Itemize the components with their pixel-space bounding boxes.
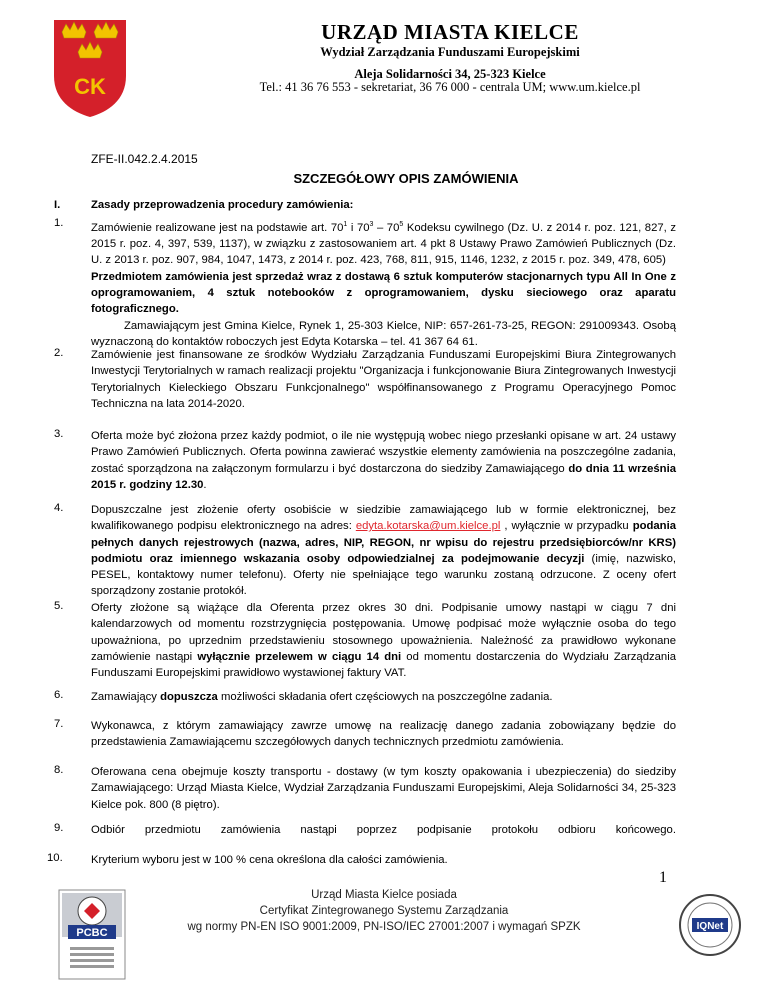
footer-line-3: wg normy PN-EN ISO 9001:2009, PN-ISO/IEC 27001:2007 i wymagań SPZK — [187, 921, 581, 933]
section-number: I. — [54, 199, 61, 211]
item-number: 8. — [54, 764, 64, 776]
footer-line-2: Certyfikat Zintegrowanego Systemu Zarządzania — [259, 905, 509, 917]
item-number: 4. — [54, 502, 64, 514]
item-10-text: Kryterium wyboru jest w 100 % cena określona dla całości zamówienia. — [91, 854, 448, 866]
item-2-text: Zamówienie jest finansowane ze środków Wydziału Zarządzania Funduszami Europejskimi Biura Zintegrowanych Inwestycji Terytorialnych w ramach realizacji projektu "Organizacja i funkcjonowanie Biura Zintegrowanych Inwestycji Terytorialnych Kieleckiego Obszaru Funkcjonalnego" współfinansowanego z Programu Operacyjnego Pomoc Techniczna na lata 2014-2020. — [91, 349, 676, 410]
city-crest-logo — [52, 18, 128, 118]
item-4-text: Dopuszczalne jest złożenie oferty osobiście w siedzibie zamawiającego lub w formie elektronicznej, bez kwalifikowanego podpisu elektronicznego na adres: edyta.kotarska@um.kielce.pl , wyłącznie w przypadku podania pełnych danych rejestrowych (nazwa, adres, NIP, REGON, nr wpisu do rejestru przedsiębiorców/nr KRS) podmiotu oraz imiennego wskazania osoby odpowiedzialnej za podejmowanie decyzji (imię, nazwisko, PESEL, kontaktowy numer telefonu). Oferty nie spełniające tego warunku zostaną odrzucone. Z oceny ofert sporządzony zostanie protokół. — [91, 504, 676, 598]
item-number: 6. — [54, 689, 64, 701]
item-1-text: Zamówienie realizowane jest na podstawie art. $70^1$ i $70^3 - 70^5$ Kodeksu cywilnego (Dz. U. z 2014 r. poz. 121, 827, z 2015 r. poz. 4, 397, 539, 1137), w związku z zastosowaniem art. 4 pkt 8 Ustawy Prawo Zamówień Publicznych (Dz. U. z 2013 r. poz. 907, 984, 1047, 1473, z 2014 r. poz. 423, 768, 811, 915, 1146, 1232, z 2015 r. poz. 349, 478, 605) Przedmiotem zamówienia jest sprzedaż wraz z dostawą 6 sztuk komputerów stacjonarnych typu All In One z oprogramowaniem, 4 sztuk notebooków z oprogramowaniem, dysku sieciowego oraz aparatu fotograficznego. Zamawiającym jest Gmina Kielce, Rynek 1, 25-303 Kielce, NIP: 657-261-73-25, REGON: 291009343. Osobą wyznaczoną do kontaktów roboczych jest Edyta Kotarska – tel. 41 367 64 61. — [91, 221, 676, 348]
department-name: Wydział Zarządzania Funduszami Europejskimi — [320, 45, 580, 59]
office-address: Aleja Solidarności 34, 25-323 Kielce — [354, 67, 546, 81]
svg-text:PCBC: PCBC — [76, 927, 108, 939]
item-9-text: Odbiór przedmiotu zamówienia nastąpi poprzez podpisanie protokołu odbioru końcowego. — [91, 824, 676, 836]
document-title: SZCZEGÓŁOWY OPIS ZAMÓWIENIA — [293, 171, 519, 186]
item-number: 5. — [54, 600, 64, 612]
item-number: 3. — [54, 428, 64, 440]
item-8-text: Oferowana cena obejmuje koszty transportu - dostawy (w tym koszty opakowania i ubezpieczenia) do siedziby Zamawiającego: Urząd Miasta Kielce, Wydział Zarządzania Funduszami Europejskimi, Aleja Solidarności 34, 25-323 Kielce pok. 800 (8 piętro). — [91, 766, 676, 811]
office-contact: Tel.: 41 36 76 553 - sekretariat, 36 76 000 - centrala UM; www.um.kielce.pl — [259, 80, 641, 94]
pcbc-certificate-logo — [58, 889, 126, 980]
svg-text:IQNet: IQNet — [696, 921, 724, 932]
item-7-text: Wykonawca, z którym zamawiający zawrze umowę na realizację danego zadania zobowiązany będzie do przedstawienia Zamawiającemu szczegółowych danych technicznych przedmiotu zamówienia. — [91, 720, 676, 749]
item-number: 2. — [54, 347, 64, 359]
office-name: URZĄD MIASTA KIELCE — [321, 20, 579, 44]
page-number: 1 — [659, 869, 667, 886]
item-number: 10. — [47, 852, 63, 864]
item-number: 7. — [54, 718, 64, 730]
item-5-text: Oferty złożone są wiążące dla Oferenta przez okres 30 dni. Podpisanie umowy nastąpi w ciągu 7 dni kalendarzowych od momentu rozstrzygnięcia postępowania. Umowę podpisać może wyłącznie osoba do tego upoważniona, po uprzednim przedstawieniu stosownego upoważnienia. Należność za prawidłowo wykonane zamówienie nastąpi wyłącznie przelewem w ciągu 14 dni od momentu dostarczenia do Wydziału Zarządzania Funduszami Europejskimi prawidłowo wystawionej faktury VAT. — [91, 602, 676, 680]
iqnet-certificate-logo — [678, 893, 742, 957]
svg-text:CK: CK — [74, 74, 106, 99]
document-reference: ZFE-II.042.2.4.2015 — [91, 152, 198, 166]
footer-line-1: Urząd Miasta Kielce posiada — [311, 889, 457, 901]
item-6-text: Zamawiający dopuszcza możliwości składania ofert częściowych na poszczególne zadania. — [91, 691, 553, 703]
contact-email-link[interactable]: edyta.kotarska@um.kielce.pl — [355, 520, 501, 533]
item-number: 9. — [54, 822, 64, 834]
item-3-text: Oferta może być złożona przez każdy podmiot, o ile nie występują wobec niego przesłanki opisane w art. 24 ustawy Prawo Zamówień Publicznych. Oferta powinna zawierać wszystkie elementy zamówienia na poszczególne zadania, zostać sporządzona na załączonym formularzu i być dostarczona do siedziby Zamawiającego do dnia 11 września 2015 r. godziny 12.30. — [91, 430, 676, 491]
section-title: Zasady przeprowadzenia procedury zamówienia: — [91, 199, 354, 211]
item-number: 1. — [54, 217, 64, 229]
